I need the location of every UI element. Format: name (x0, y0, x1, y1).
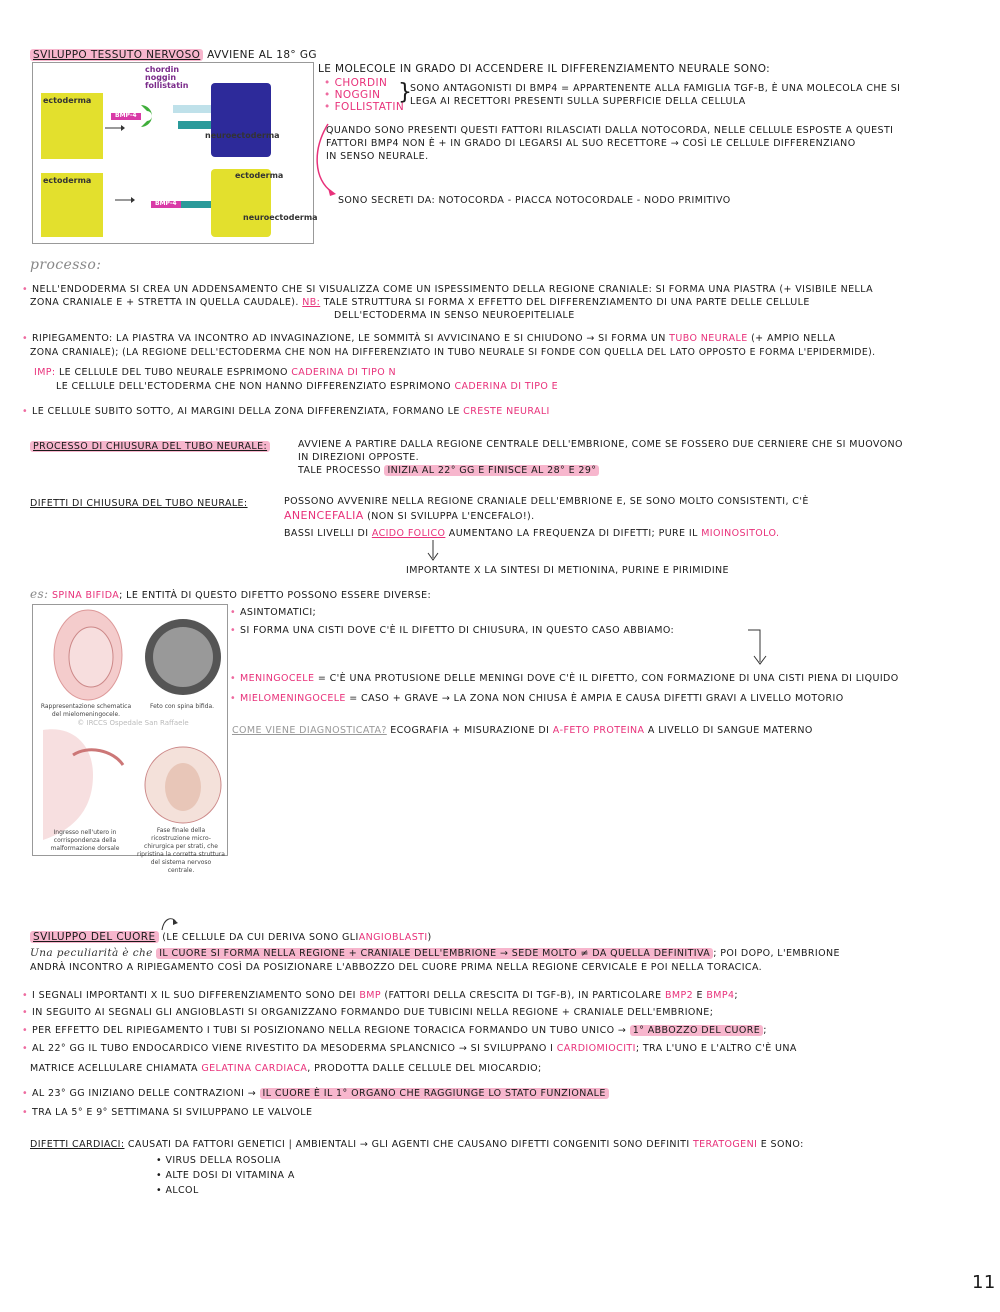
spina-b1: • ASINTOMATICI; (230, 607, 317, 618)
agent-2: • ALTE DOSI DI VITAMINA A (156, 1170, 295, 1181)
creste-neurali: CRESTE NEURALI (463, 406, 550, 417)
title-note: (LE CELLULE DA CUI DERIVA SONO GLI (162, 932, 359, 943)
text: = C'È UNA PROTUSIONE DELLE MENINGI DOVE C'È IL DIFETTO, CON FORMAZIONE DI UNA CISTI PIENA DI LIQUIDO (317, 673, 899, 684)
spina-b2: • SI FORMA UNA CISTI DOVE C'È IL DIFETTO DI CHIUSURA, IN QUESTO CASO ABBIAMO: (230, 625, 675, 636)
meningocele-line: • MENINGOCELE = C'È UNA PROTUSIONE DELLE MENINGI DOVE C'È IL DIFETTO, CON FORMAZIONE DI UNA CISTI PIENA DI LIQUIDO (230, 673, 899, 684)
watermark: © IRCCS Ospedale San Raffaele (77, 719, 189, 727)
molecule-text: FOLLISTATIN (334, 101, 405, 113)
text: Una peculiarità è che (30, 947, 153, 959)
agent-3: • ALCOL (156, 1185, 199, 1196)
intro-line: LE MOLECOLE IN GRADO DI ACCENDERE IL DIFFERENZIAMENTO NEURALE SONO: (318, 63, 771, 75)
alfa-feto-proteina: Α-FETO PROTEINA (552, 725, 645, 736)
processo-p1b (30, 296, 810, 309)
diagnosis-line (232, 724, 813, 737)
text: (FATTORI DELLA CRESCITA DI TGF-Β), IN PARTICOLARE (384, 990, 662, 1001)
title-suffix: AVVIENE AL 18° GG (207, 49, 317, 61)
gelatina-cardiaca: GELATINA CARDIACA (201, 1063, 308, 1074)
cuore-pec-c: ANDRÀ INCONTRO A RIPIEGAMENTO COSÌ DA POSIZIONARE L'ABBOZZO DEL CUORE PRIMA NELLA REGIONE CERVICALE E POI NELLA TORACICA. (30, 962, 763, 973)
processo-p3: • LE CELLULE SUBITO SOTTO, AI MARGINI DELLA ZONA DIFFERENZIATA, FORMANO LE CRESTE NEURALI (22, 406, 550, 417)
down-arrow-icon (746, 626, 768, 668)
processo-p2c: ZONA CRANIALE); (LA REGIONE DELL'ECTODERMA CHE NON HA DIFFERENZIATO IN TUBO NEURALE SI FONDE CON QUELLA DEL LATO OPPOSTO E FORMA L'EPIDERMIDE). (30, 347, 876, 358)
timing-highlight: INIZIA AL 22° GG E FINISCE AL 28° E 29° (384, 465, 599, 476)
agent-text: VIRUS DELLA ROSOLIA (165, 1155, 281, 1166)
imp-line-1 (34, 366, 396, 379)
title-text: SVILUPPO TESSUTO NERVOSO (30, 49, 203, 61)
antagonist-shape (137, 103, 161, 129)
text: AL 22° GG IL TUBO ENDOCARDICO VIENE RIVESTITO DA MESODERMA SPLANCNICO → SI SVILUPPANO I (32, 1043, 554, 1054)
neuroectoderm-block (211, 83, 271, 157)
mielomeningocele: MIELOMENINGOCELE (240, 693, 346, 704)
caderina-n: CADERINA DI TIPO N (291, 367, 397, 378)
processo-heading: processo: (30, 257, 102, 273)
text: BASSI LIVELLI DI (284, 528, 369, 539)
mielomeningocele-line: • MIELOMENINGOCELE = CASO + GRAVE → LA ZONA NON CHIUSA È AMPIA E CAUSA DIFETTI GRAVI A LIVELLO MOTORIO (230, 693, 844, 704)
bmp: BMP (359, 990, 381, 1001)
text: ; TRA L'UNO E L'ALTRO C'È UNA (635, 1043, 797, 1054)
secreted-line: SONO SECRETI DA: NOTOCORDA - PIACCA NOTOCORDALE - NODO PRIMITIVO (338, 195, 731, 206)
text: RIPIEGAMENTO: LA PIASTRA VA INCONTRO AD INVAGINAZIONE, LE SOMMITÀ SI AVVICINANO E SI CHIUDONO → SI FORMA UN (32, 333, 666, 344)
cuore-b5: • AL 23° GG INIZIANO DELLE CONTRAZIONI → IL CUORE È IL 1° ORGANO CHE RAGGIUNGE LO STATO FUNZIONALE (22, 1087, 609, 1100)
label-ectoderma-3: ectoderma (235, 171, 284, 180)
label-chordin: chordin (145, 65, 180, 74)
text: AUMENTANO LA FREQUENZA DI DIFETTI; PURE IL (448, 528, 698, 539)
caderina-e: CADERINA DI TIPO E (454, 381, 559, 392)
label-bmp4-1: BMP-4 (115, 112, 137, 119)
text: PER EFFETTO DEL RIPIEGAMENTO I TUBI SI POSIZIONANO NELLA REGIONE TORACICA FORMANDO UN TUBO UNICO → (32, 1025, 627, 1036)
caption-4: Fase finale della ricostruzione micro-chirurgica per strati, che ripristina la corretta struttura del sistema nervoso centrale. (137, 827, 225, 874)
anencefalia: ANENCEFALIA (284, 509, 364, 522)
teratogeni: TERATOGENI (692, 1139, 758, 1150)
molecule-text: CHORDIN (334, 77, 388, 89)
text: ECOGRAFIA + MISURAZIONE DI (390, 725, 550, 736)
nb-label: NB: (302, 297, 321, 308)
text: CAUSATI DA FATTORI GENETICI | AMBIENTALI → GLI AGENTI CHE CAUSANO DIFETTI CONGENITI SONO DEFINITI (127, 1139, 690, 1150)
antagonist-line-2: LEGA AI RECETTORI PRESENTI SULLA SUPERFICIE DELLA CELLULA (410, 96, 746, 107)
chiusura-label (30, 440, 270, 453)
chiusura-l3 (298, 464, 599, 477)
text: E (696, 990, 703, 1001)
cuore-b1: • I SEGNALI IMPORTANTI X IL SUO DIFFERENZIAMENTO SONO DEI BMP (FATTORI DELLA CRESCITA DI TGF-Β), IN PARTICOLARE BMP2 E BMP4; (22, 990, 739, 1001)
down-arrow-icon (426, 540, 440, 564)
label-text: PROCESSO DI CHIUSURA DEL TUBO NEURALE: (30, 441, 270, 452)
chiusura-l1: AVVIENE A PARTIRE DALLA REGIONE CENTRALE DELL'EMBRIONE, COME SE FOSSERO DUE CERNIERE CHE SI MUOVONO (298, 439, 903, 450)
difetti-l1: POSSONO AVVENIRE NELLA REGIONE CRANIALE DELL'EMBRIONE E, SE SONO MOLTO CONSISTENTI, C'È (284, 496, 809, 507)
label-text: DIFETTI CARDIACI: (30, 1139, 125, 1150)
bmp-diagram (32, 62, 318, 244)
label-follistatin: follistatin (145, 81, 189, 90)
molecule-chordin: • CHORDIN (324, 77, 388, 89)
text: ; (734, 990, 739, 1001)
spina-intro (30, 588, 431, 602)
peculiarity-highlight: IL CUORE SI FORMA NELLA REGIONE + CRANIALE DELL'EMBRIONE → SEDE MOLTO ≠ DA QUELLA DEFINITIVA (156, 948, 713, 959)
label-noggin: noggin (145, 73, 177, 82)
text: MATRICE ACELLULARE CHIAMATA (30, 1063, 198, 1074)
imp-label: IMP: (34, 367, 56, 378)
text: (NON SI SVILUPPA L'ENCEFALO!). (367, 511, 535, 522)
molecule-text: NOGGIN (334, 89, 381, 101)
angioblasti: ANGIOBLASTI (358, 932, 428, 943)
agent-text: ALCOL (165, 1185, 199, 1196)
text: ; (763, 1025, 767, 1036)
spina-bifida-figure (32, 604, 228, 874)
label-neuroectoderma-2: neuroectoderma (243, 213, 318, 222)
difetti-l4: IMPORTANTE X LA SINTESI DI METIONINA, PURINE E PIRIMIDINE (406, 565, 729, 576)
antagonist-line-1: SONO ANTAGONISTI DI BMP4 = APPARTENENTE ALLA FAMIGLIA TGF-Β, È UNA MOLECOLA CHE SI (410, 83, 901, 94)
cuore-peculiarita (30, 947, 840, 960)
mioinositolo: MIOINOSITOLO. (701, 528, 780, 539)
text: AL 23° GG INIZIANO DELLE CONTRAZIONI → (32, 1088, 257, 1099)
arrow-icon (103, 123, 125, 133)
title-note-end: ) (427, 932, 432, 943)
es-label: es: (30, 587, 49, 601)
caption-3: Ingresso nell'utero in corrispondenza della malformazione dorsale (50, 829, 120, 852)
abbozzo-highlight: 1° ABBOZZO DEL CUORE (630, 1025, 763, 1036)
label-bmp4-2: BMP-4 (155, 200, 177, 207)
agent-1: • VIRUS DELLA ROSOLIA (156, 1155, 281, 1166)
text: ASINTOMATICI; (240, 607, 317, 618)
title-text: SVILUPPO DEL CUORE (30, 931, 159, 943)
spina-illustration (33, 605, 227, 855)
cuore-b3: • PER EFFETTO DEL RIPIEGAMENTO I TUBI SI POSIZIONANO NELLA REGIONE TORACICA FORMANDO UN TUBO UNICO → 1° ABBOZZO DEL CUORE ; (22, 1025, 767, 1036)
arrow-icon (113, 195, 135, 205)
brace-icon: } (398, 80, 413, 105)
text: ; POI DOPO, L'EMBRIONE (713, 948, 840, 959)
difetti-l3 (284, 527, 779, 540)
text: I SEGNALI IMPORTANTI X IL SUO DIFFERENZIAMENTO SONO DEI (32, 990, 356, 1001)
text: TALE PROCESSO (298, 465, 382, 476)
molecule-follistatin: • FOLLISTATIN (324, 101, 405, 113)
label-neuroectoderma-1: neuroectoderma (205, 131, 280, 140)
bmp2: BMP2 (664, 990, 694, 1001)
diag-question: COME VIENE DIAGNOSTICATA? (232, 725, 387, 736)
text: NELL'ENDODERMA SI CREA UN ADDENSAMENTO CHE SI VISUALIZZA COME UN ISPESSIMENTO DELLA REGIONE CRANIALE: SI FORMA UNA PIASTRA (+ VISIBILE NELLA (32, 284, 874, 295)
acido-folico: ACIDO FOLICO (371, 528, 446, 539)
caption-1: Rappresentazione schematica del mielomeningocele. (40, 703, 132, 718)
text: TRA LA 5° E 9° SETTIMANA SI SVILUPPANO LE VALVOLE (32, 1107, 313, 1118)
difetti-l2 (284, 509, 535, 523)
spina-bifida: SPINA BIFIDA (51, 590, 120, 601)
chiusura-l2: IN DIREZIONI OPPOSTE. (298, 452, 420, 463)
text: E SONO: (760, 1139, 804, 1150)
meningocele: MENINGOCELE (240, 673, 315, 684)
text: IN SEGUITO AI SEGNALI GLI ANGIOBLASTI SI ORGANIZZANO FORMANDO DUE TUBICINI NELLA REGIONE + CRANIALE DELL'EMBRIONE; (32, 1007, 714, 1018)
bmp4: BMP4 (706, 990, 735, 1001)
cuore-b4: • AL 22° GG IL TUBO ENDOCARDICO VIENE RIVESTITO DA MESODERMA SPLANCNICO → SI SVILUPPANO I CARDIOMIOCITI; TRA L'UNO E L'ALTRO C'È UNA (22, 1043, 797, 1054)
factors-line-2: FATTORI BMP4 NON È + IN GRADO DI LEGARSI AL SUO RECETTORE → COSÌ LE CELLULE DIFFERENZIANO (326, 138, 856, 149)
text: SI FORMA UNA CISTI DOVE C'È IL DIFETTO DI CHIUSURA, IN QUESTO CASO ABBIAMO: (240, 625, 675, 636)
page-number: 11 (972, 1272, 996, 1293)
imp-line-2 (56, 380, 558, 393)
processo-p1: • NELL'ENDODERMA SI CREA UN ADDENSAMENTO CHE SI VISUALIZZA COME UN ISPESSIMENTO DELLA REGIONE CRANIALE: SI FORMA UNA PIASTRA (+ VISIBILE NELLA (22, 284, 874, 295)
text: , PRODOTTA DALLE CELLULE DEL MIOCARDIO; (307, 1063, 542, 1074)
agent-text: ALTE DOSI DI VITAMINA A (165, 1170, 295, 1181)
cuore-title (30, 930, 432, 944)
section-title-nervoso (30, 48, 317, 62)
cardiomiociti: CARDIOMIOCITI (556, 1043, 636, 1054)
difetti-cardiaci (30, 1138, 804, 1151)
text: LE CELLULE DEL TUBO NEURALE ESPRIMONO (58, 367, 288, 378)
label-ectoderma-2: ectoderma (43, 176, 92, 185)
molecule-noggin: • NOGGIN (324, 89, 381, 101)
processo-p2: • RIPIEGAMENTO: LA PIASTRA VA INCONTRO AD INVAGINAZIONE, LE SOMMITÀ SI AVVICINANO E SI CHIUDONO → SI FORMA UN TUBO NEURALE (+ AMPIO NELLA (22, 333, 836, 344)
text: ZONA CRANIALE E + STRETTA IN QUELLA CAUDALE). (30, 297, 299, 308)
text: = CASO + GRAVE → LA ZONA NON CHIUSA È AMPIA E CAUSA DIFETTI GRAVI A LIVELLO MOTORIO (349, 693, 844, 704)
cuore-b2: • IN SEGUITO AI SEGNALI GLI ANGIOBLASTI SI ORGANIZZANO FORMANDO DUE TUBICINI NELLA REGIONE + CRANIALE DELL'EMBRIONE; (22, 1007, 714, 1018)
label-ectoderma-1: ectoderma (43, 96, 92, 105)
caption-2: Feto con spina bifida. (149, 703, 215, 710)
text: LE CELLULE DELL'ECTODERMA CHE NON HANNO DIFFERENZIATO ESPRIMONO (56, 381, 452, 392)
factors-line-3: IN SENSO NEURALE. (326, 151, 429, 162)
factors-line-1: QUANDO SONO PRESENTI QUESTI FATTORI RILASCIATI DALLA NOTOCORDA, NELLE CELLULE ESPOSTE A QUESTI (326, 125, 894, 136)
cuore-b6: • TRA LA 5° E 9° SETTIMANA SI SVILUPPANO LE VALVOLE (22, 1107, 313, 1118)
text: A LIVELLO DI SANGUE MATERNO (647, 725, 813, 736)
difetti-label: DIFETTI DI CHIUSURA DEL TUBO NEURALE: (30, 498, 248, 509)
processo-p1d: DELL'ECTODERMA IN SENSO NEUROEPITELIALE (334, 310, 575, 321)
text: (+ AMPIO NELLA (751, 333, 836, 344)
text: ; LE ENTITÀ DI QUESTO DIFETTO POSSONO ESSERE DIVERSE: (119, 590, 432, 601)
cuore-b4c (30, 1062, 542, 1075)
primo-organo-highlight: IL CUORE È IL 1° ORGANO CHE RAGGIUNGE LO STATO FUNZIONALE (260, 1088, 609, 1099)
tubo-neurale: TUBO NEURALE (669, 333, 748, 344)
text: TALE STRUTTURA SI FORMA X EFFETTO DEL DIFFERENZIAMENTO DI UNA PARTE DELLE CELLULE (323, 297, 810, 308)
text: LE CELLULE SUBITO SOTTO, AI MARGINI DELLA ZONA DIFFERENZIATA, FORMANO LE (32, 406, 460, 417)
